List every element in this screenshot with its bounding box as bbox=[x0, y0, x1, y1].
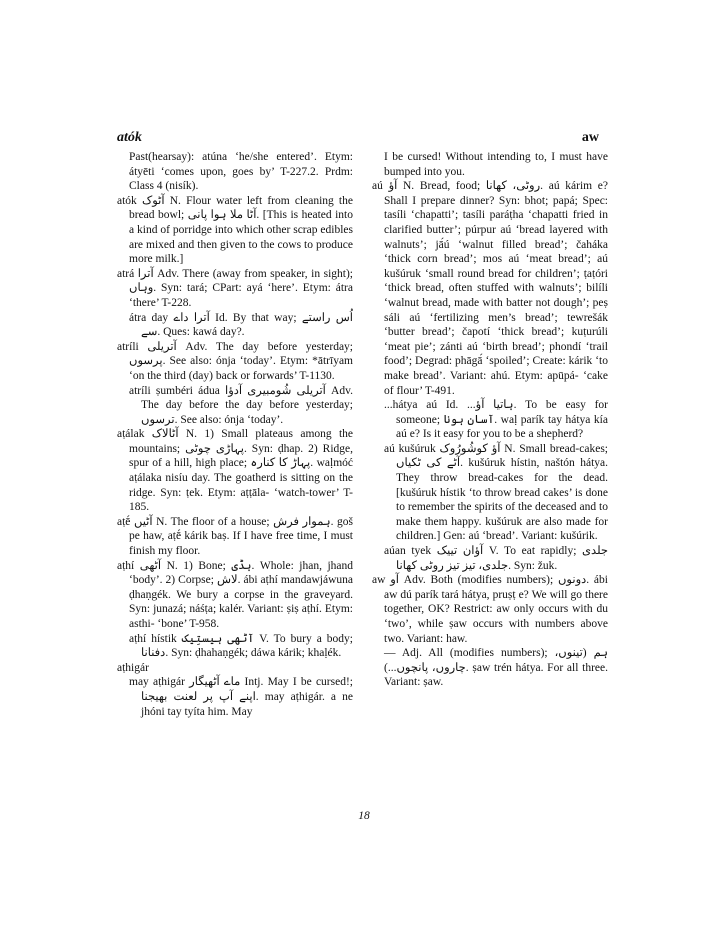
dictionary-entry: átra day آترا داے Id. By that way; اُس راستے سے. Ques: kawá day?. bbox=[129, 311, 353, 339]
dictionary-entry: aṭhí hístik آٹھی ہیستِیک V. To bury a body; دفنانا. Syn: ḍhahaṇgék; dáwa kárik; khaḷék. bbox=[129, 632, 353, 660]
left-column bbox=[117, 150, 353, 830]
dictionary-entry: Past(hearsay): atúna ‘he/she entered’. Etym: átyēti ‘comes upon, goes by’ T-227.2. Prdm: Class 4 (nisík). bbox=[129, 151, 353, 193]
dictionary-entry: aṭḗ آٹیں N. The floor of a house; ہموار فرش. goš pe haw, aṭḗ kárik baṣ. If I have free time, I must finish my floor. bbox=[117, 515, 353, 558]
page-number: 18 bbox=[358, 810, 370, 822]
dictionary-entry: atrá آترا Adv. There (away from speaker, in sight); وہاں. Syn: tará; CPart: ayá ‘here’. Etym: átra ‘there’ T-228. bbox=[117, 267, 353, 309]
dictionary-entry: aṭálak آٹالاک N. 1) Small plateaus among the mountains; پہاڑی چوٹی. Syn: ḍhap. 2) Ridge, spur of a hill, high place; پہاڑ کا کنارہ. waḷmóć aṭálaka nisíu day. The goatherd is sitting on the ridge. Syn: ṭek. Etym: aṭṭāla- ‘watch-tower’ T-185. bbox=[117, 428, 353, 514]
dictionary-entry: I be cursed! Without intending to, I must have bumped into you. bbox=[384, 151, 608, 178]
dictionary-entry: aúan tyek آؤان تییک V. To eat rapidly; جلدی جلدی، تیز تیز روٹی کھانا. Syn: žuk. bbox=[384, 545, 608, 572]
dictionary-entry: aw آو Adv. Both (modifies numbers); دونوں. ábi aw dú parík tará hátya, pruṣṭ e? We will go there together, OK? Restrict: aw only occurs with du ‘two’, while ṣaw occurs with numbers above two. Variant: haw. bbox=[372, 574, 608, 645]
dictionary-entry: aṭhí آٹھی N. 1) Bone; ہڈی. Whole: jhan, jhand ‘body’. 2) Corpse; لاش. ábi aṭhí mandawjáwuna ḍhaṇgék. We bury a corpse in the graveyard. Syn: junazá; náśṭa; kalér. Variant: ṣiṣ aṭhí. Etym: asthi- ‘bone’ T-958. bbox=[117, 559, 353, 630]
dictionary-entry: atríli آتریلی Adv. The day before yesterday; پرسوں. See also: ónja ‘today’. Etym: *ātrīyam ‘on the third (day) back or forwards’ T-1130. bbox=[117, 340, 353, 382]
header-first-entry: atók bbox=[117, 130, 142, 145]
page-header bbox=[117, 130, 599, 150]
dictionary-entry: aṭhigár bbox=[117, 661, 149, 674]
right-column bbox=[372, 150, 608, 830]
dictionary-entry: aú آؤ N. Bread, food; روٹی، کھانا. aú kárim e? Shall I prepare dinner? Syn: bhot; papá; Spec: tasíli ‘chapatti’; tasíli paráṭha ‘chapatti fried in clarified butter’; púrpur aú ‘bread layered with walnuts’; jā́ú ‘walnut filled bread’; čaháka ‘thick corn bread’; mos aú ‘meat bread’; aú kušúruk ‘small round bread for children’; ṭaṭóri ‘thick bread, often stuffed with walnuts’; bilíli ‘walnut bread, made with batter not dough’; peṣ sáli aú ‘fertilizing men’s bread’; tewrešák ‘butter bread’; čapotí ‘thick bread’; kuṭurúli ‘meat pie’; zánti aú ‘birth bread’; phondí ‘trail food’; Degrad: phāgā́ ‘spoiled’; Create: kárik ‘to make bread’. Variant: ahú. Etym: apūpá- ‘cake of flour’ T-491. bbox=[372, 180, 608, 397]
dictionary-entry: atók آٹوک N. Flour water left from cleaning the bread bowl; آٹا ملا ہوا پانی. [This is heated into a kind of porridge into which other scrap edibles are mixed and then given to the cows to produce more milk.] bbox=[117, 194, 353, 266]
dictionary-entry: ...hátya aú Id. ...ہاتیا آؤ. To be easy for someone; آسان ہونا. waḷ parík tay hátya kía aú e? Is it easy for you to be a shepherd? bbox=[384, 399, 608, 441]
dictionary-entry: atríli ṣumbéri ádua آتریلی شُومبیری آدؤا Adv. The day before the day before yesterday; ترسوں. See also: ónja ‘today’. bbox=[129, 384, 353, 426]
header-last-entry: aw bbox=[581, 130, 599, 145]
dictionary-entry: — Adj. All (modifies numbers); ہم (تینوں، چاروں، پانچوں...). ṣaw trén hátya. For all three. Variant: ṣaw. bbox=[384, 647, 608, 689]
dictionary-entry: may aṭhigár ماے آٹھیگار Intj. May I be cursed!; اپنے آپ پر لعنت بھیجنا. may aṭhigár. a ne jhóni tay tyíta him. May bbox=[129, 676, 353, 718]
dictionary-entry: aú kušúruk آؤ کوشُورُوک N. Small bread-cakes; آٹے کی ٹکیاں. kušúruk hístin, naštón hátya. They throw bread-cakes for the dead. [kušúruk hístik ‘to throw bread cakes’ is done to remember the spirits of the deceased and to make them happy. kušúruk are also made for children.] Gen: aú ‘bread’. Variant: kušúrik. bbox=[384, 442, 608, 543]
